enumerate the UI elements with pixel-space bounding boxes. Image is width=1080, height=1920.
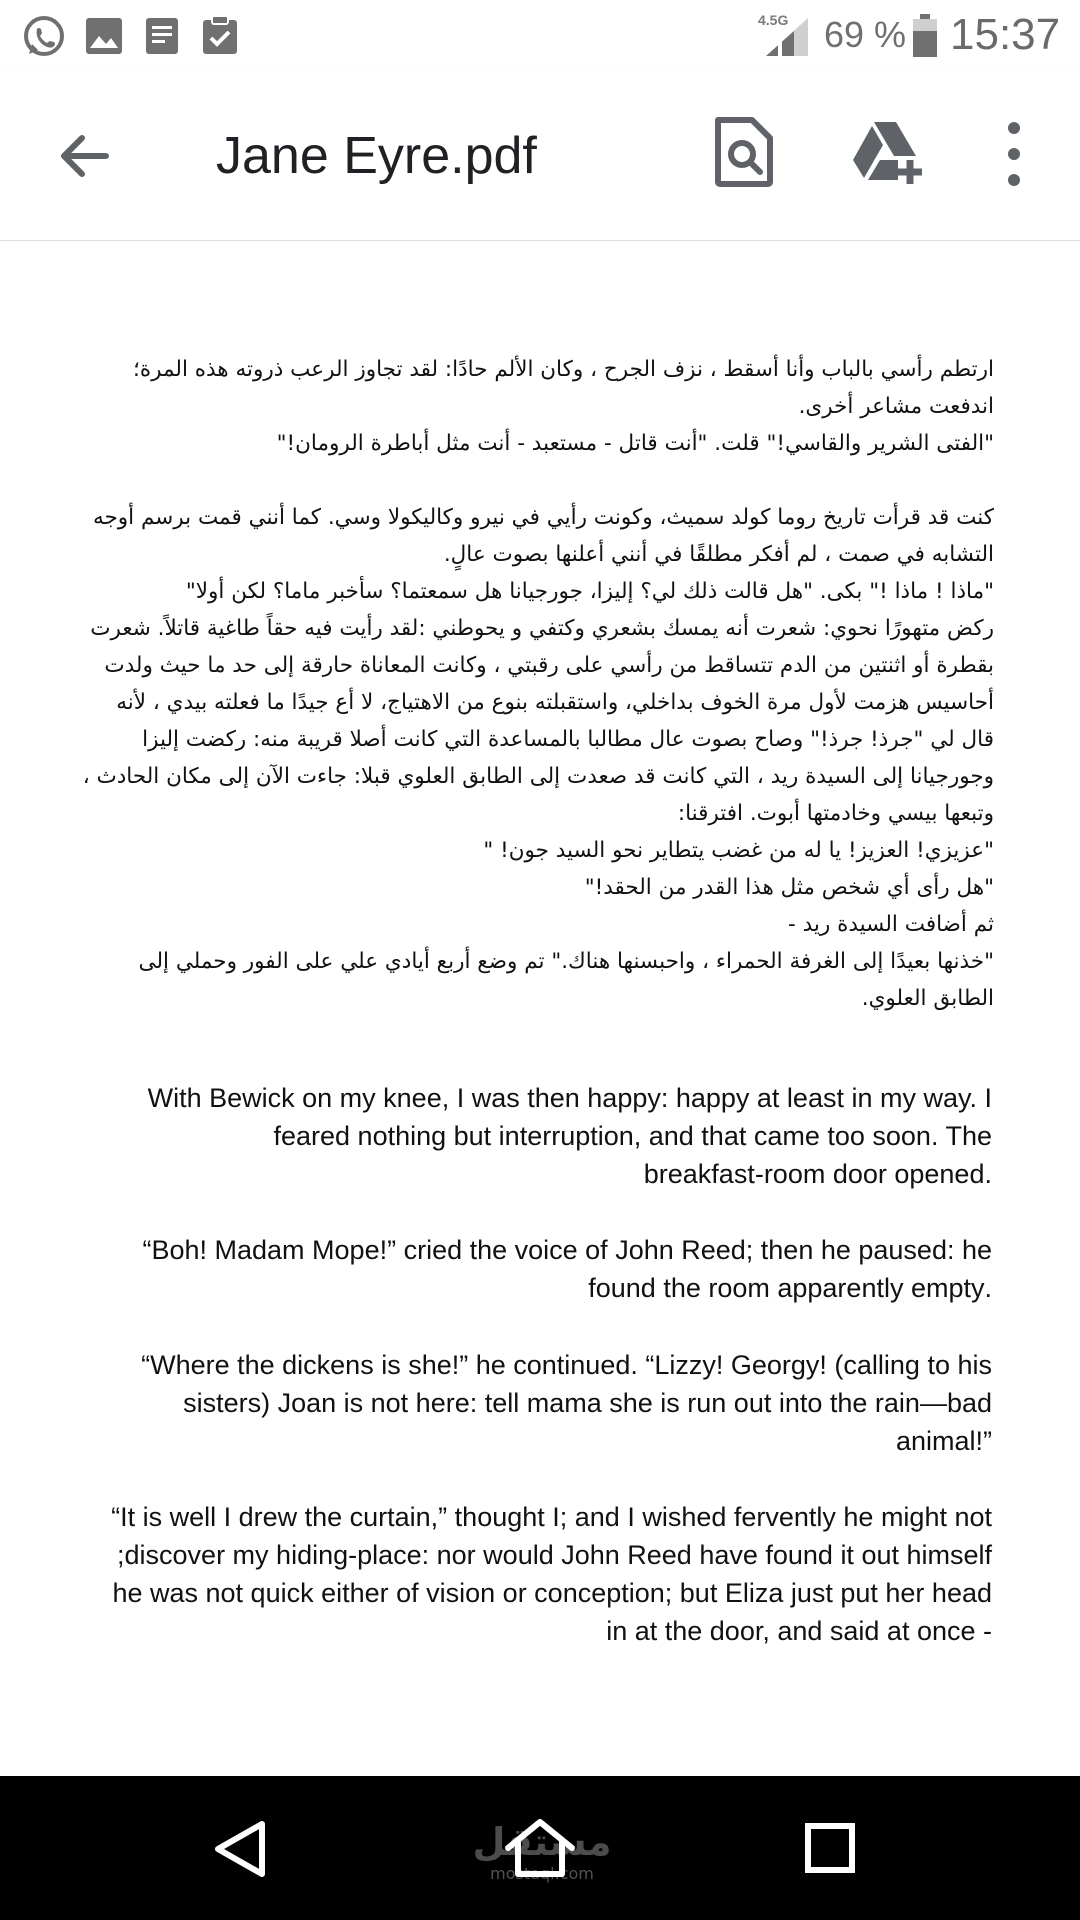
arabic-line: قال لي "جرذ! جرذ!" وصاح بصوت عال مطالبا بالمساعدة التي كانت أصلا قريبة منه: ركضت إليزا	[142, 727, 994, 752]
arabic-line: كنت قد قرأت تاريخ روما كولد سميث، وكونت رأيي في نيرو وكاليكولا وسي. كما أنني قمت برسم أوجه	[92, 505, 994, 530]
english-line: With Bewick on my knee, I was then happy: happy at least in my way. I	[147, 1083, 992, 1113]
pdf-page[interactable]	[0, 241, 1080, 1776]
english-paragraph	[40, 1498, 992, 1650]
english-line: feared nothing but interruption, and that came too soon. The	[273, 1121, 992, 1151]
english-paragraph	[40, 1346, 992, 1460]
arabic-line: أحاسيس هزمت لأول مرة الخوف بداخلي، واستقبلته بنوع من الاهتياج، لا أع جيدًا ما فعلته بيدي ، لأنه	[116, 690, 994, 715]
arabic-line: بقطرة أو اثنتين من الدم تتساقط من رأسي على رقبتي ، وكانت المعاناة حارقة إلى حد ما حيث ولدت	[104, 653, 994, 678]
arabic-line	[28, 462, 994, 499]
watermark-arabic: مستقل	[472, 1820, 612, 1864]
image-icon	[80, 12, 128, 60]
clock: 15:37	[950, 10, 1061, 59]
arabic-line: "ماذا ! ماذا !" بكى. "هل قالت ذلك لي؟ إليزا، جورجيانا هل سمعتما؟ سأخبر ماما؟ لكن أولا"	[185, 579, 994, 604]
app-toolbar	[0, 72, 1080, 241]
arabic-line: وتبعها بيسي وخادمتها أبوت. افترقنا:	[677, 801, 994, 826]
watermark-url: mostaql.com	[490, 1864, 594, 1883]
english-paragraph	[40, 1079, 992, 1193]
whatsapp-icon	[20, 12, 68, 60]
arabic-line: "عزيزي! العزيز! يا له من غضب يتطاير نحو السيد جون! "	[483, 838, 994, 863]
arabic-line: الطابق العلوي.	[861, 986, 994, 1011]
nav-home-icon[interactable]	[502, 1818, 578, 1880]
task-check-icon	[196, 12, 244, 60]
english-line: ”!animal	[895, 1426, 992, 1456]
english-line: It is well I drew the curtain,” thought I; and I wished fervently he might not“	[111, 1502, 992, 1532]
english-paragraph	[40, 1231, 992, 1307]
english-line: Boh! Madam Mope!” cried the voice of John Reed; then he paused: he“	[142, 1235, 992, 1265]
document-icon	[138, 12, 186, 60]
arabic-line: ثم أضافت السيدة ريد -	[788, 912, 994, 937]
arabic-line: اندفعت مشاعر أخرى.	[798, 394, 994, 419]
document-title: Jane Eyre.pdf	[216, 127, 537, 185]
english-line: Where the dickens is she!” he continued. “Lizzy! Georgy! (calling to his“	[141, 1350, 992, 1380]
system-nav-bar	[0, 1776, 1080, 1920]
nav-recents-icon[interactable]	[804, 1822, 856, 1874]
english-line: .breakfast-room door opened	[643, 1159, 992, 1189]
english-line: discover my hiding-place: nor would John Reed have found it out himself;	[117, 1540, 992, 1570]
arabic-line: ارتطم رأسي بالباب وأنا أسقط ، نزف الجرح ، وكان الألم حادًا: لقد تجاوز الرعب ذروته هذه المرة؛	[133, 357, 994, 382]
english-line: - in at the door, and said at once	[606, 1616, 992, 1646]
battery-icon	[912, 14, 938, 58]
english-line: sisters) Joan is not here: tell mama she is run out into the rain—bad	[183, 1388, 992, 1418]
arabic-line: التشابه في صمت ، لم أفكر مطلقًا في أنني أعلنها بصوت عالٍ.	[443, 542, 994, 567]
arabic-text-block	[28, 351, 994, 1017]
more-vert-icon[interactable]	[996, 116, 1032, 192]
status-bar	[0, 0, 1080, 72]
network-type: 4.5G	[758, 12, 789, 28]
find-in-document-icon[interactable]	[712, 116, 776, 188]
add-to-drive-icon[interactable]	[852, 120, 924, 186]
arabic-line: وجورجيانا إلى السيدة ريد ، التي كانت قد صعدت إلى الطابق العلوي قبلا: جاءت الآن إلى مكان الحادث ،	[82, 764, 994, 789]
english-line: he was not quick either of vision or conception; but Eliza just put her head	[112, 1578, 992, 1608]
battery-percent: 69 %	[824, 14, 907, 55]
signal-strength-icon	[764, 16, 810, 58]
nav-back-icon[interactable]	[210, 1818, 270, 1880]
arabic-line: ركض متهورًا نحوي: شعرت أنه يمسك بشعري وكتفي و يحوطني :لقد رأيت فيه حقاً طاغية قاتلاً. شعرت	[90, 616, 994, 641]
arabic-line: "هل رأى أي شخص مثل هذا القدر من الحقد!"	[584, 875, 994, 900]
arabic-line: "خذنها بعيدًا إلى الغرفة الحمراء ، واحبسنها هناك." تم وضع أربع أيادي علي على الفور وحملي إلى	[138, 949, 994, 974]
english-line: .found the room apparently empty	[588, 1273, 992, 1303]
back-arrow-icon[interactable]	[52, 124, 116, 188]
arabic-line: "الفتى الشرير والقاسي!" قلت. "أنت قاتل - مستعبد - أنت مثل أباطرة الرومان!"	[276, 431, 994, 456]
